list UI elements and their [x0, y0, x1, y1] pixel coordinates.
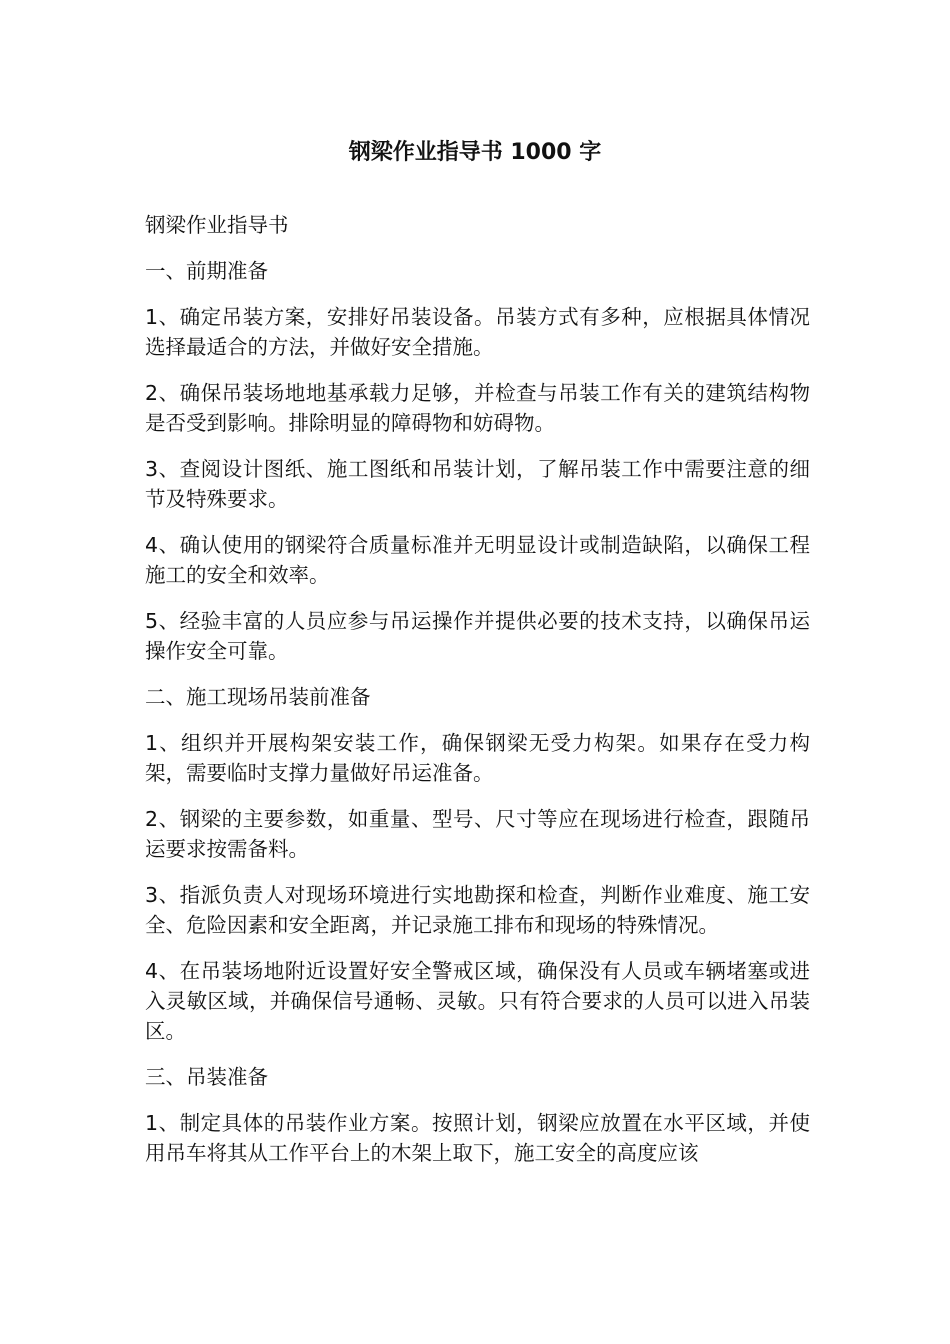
document-title: 钢梁作业指导书 1000 字	[348, 140, 602, 165]
section-heading: 一、前期准备	[145, 259, 268, 283]
doc-subtitle: 钢梁作业指导书	[145, 213, 289, 237]
paragraph: 3、指派负责人对现场环境进行实地勘探和检查，判断作业难度、施工安全、危险因素和安全距离，并记录施工排布和现场的特殊情况。	[145, 883, 810, 937]
paragraph: 1、确定吊装方案，安排好吊装设备。吊装方式有多种，应根据具体情况选择最适合的方法，并做好安全措施。	[145, 305, 810, 359]
paragraph: 2、钢梁的主要参数，如重量、型号、尺寸等应在现场进行检查，跟随吊运要求按需备料。	[145, 807, 810, 861]
paragraph: 4、在吊装场地附近设置好安全警戒区域，确保没有人员或车辆堵塞或进入灵敏区域，并确保信号通畅、灵敏。只有符合要求的人员可以进入吊装区。	[145, 959, 810, 1043]
paragraph: 2、确保吊装场地地基承载力足够，并检查与吊装工作有关的建筑结构物是否受到影响。排除明显的障碍物和妨碍物。	[145, 381, 810, 435]
section-heading: 二、施工现场吊装前准备	[145, 685, 371, 709]
section-heading: 三、吊装准备	[145, 1065, 268, 1089]
paragraph: 3、查阅设计图纸、施工图纸和吊装计划，了解吊装工作中需要注意的细节及特殊要求。	[145, 457, 810, 511]
paragraph: 5、经验丰富的人员应参与吊运操作并提供必要的技术支持，以确保吊运操作安全可靠。	[145, 609, 810, 663]
document-body	[145, 210, 810, 1184]
paragraph: 1、制定具体的吊装作业方案。按照计划，钢梁应放置在水平区域，并使用吊车将其从工作平台上的木架上取下，施工安全的高度应该	[145, 1111, 810, 1165]
paragraph: 1、组织并开展构架安装工作，确保钢梁无受力构架。如果存在受力构架，需要临时支撑力量做好吊运准备。	[145, 731, 810, 785]
paragraph: 4、确认使用的钢梁符合质量标准并无明显设计或制造缺陷，以确保工程施工的安全和效率。	[145, 533, 810, 587]
